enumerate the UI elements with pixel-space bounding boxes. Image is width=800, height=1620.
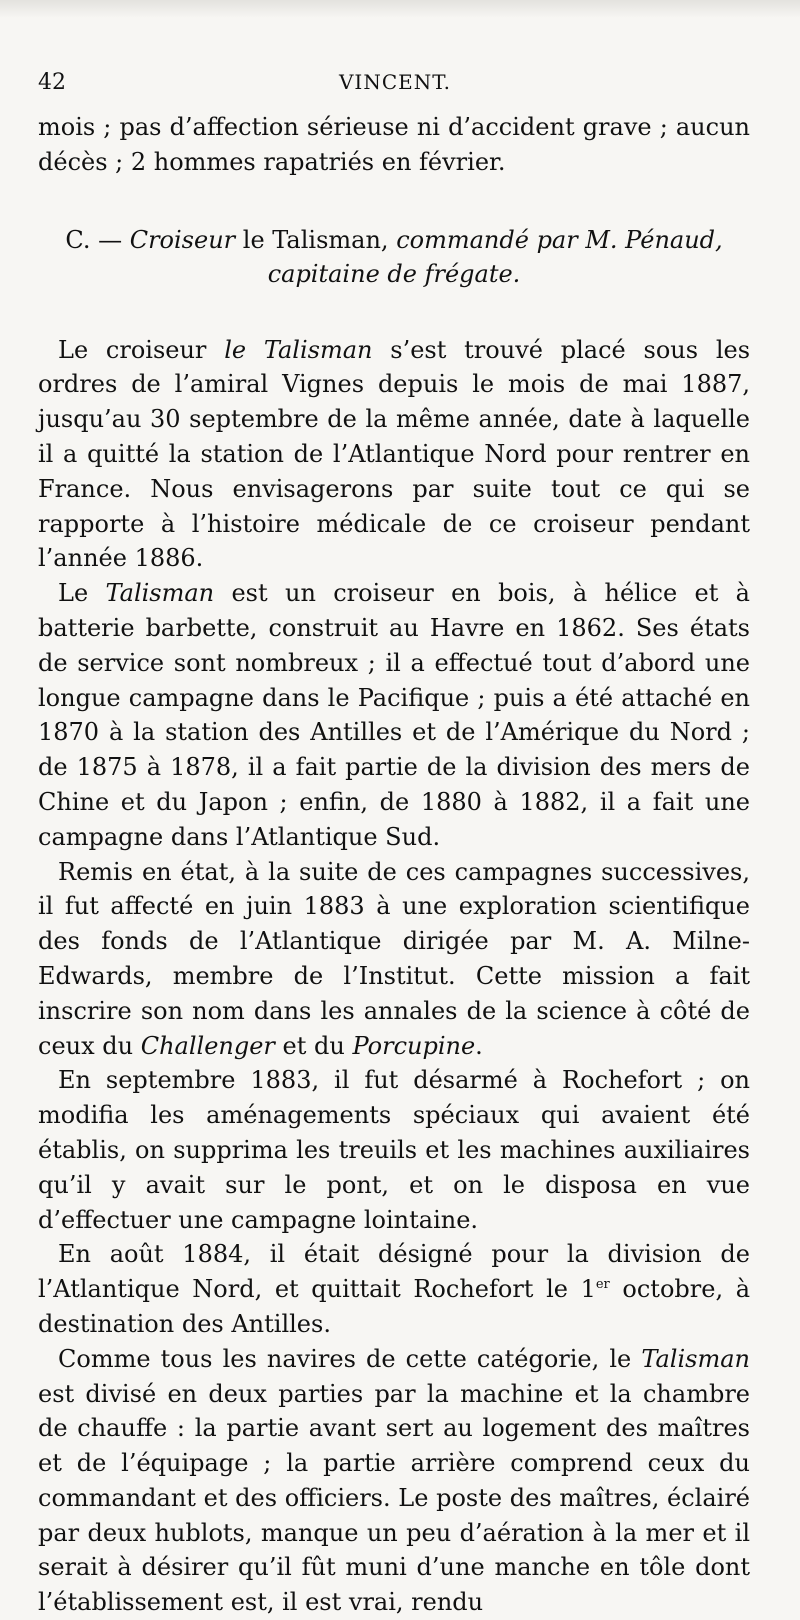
p5-superscript: er (595, 1277, 610, 1293)
heading-ship-name: le Talisman, (242, 225, 389, 254)
page-number: 42 (38, 70, 66, 95)
paragraph-1 (38, 333, 750, 577)
body-text (38, 110, 750, 1620)
p1-ship-name: le Talisman (224, 335, 373, 364)
running-head (38, 70, 752, 100)
p1-text-c: s’est trouvé placé sous les ordres de l’amiral Vignes depuis le mois de mai 1887, jusqu’au 30 septembre de la même année, date à laquelle il a quitté la station de l’Atlantique Nord pour rentrer en France. Nous envisagerons par suite tout ce qui se rapporte à l’histoire médicale de ce croiseur pendant l’année 1886. (38, 335, 751, 573)
section-letter: C. — (65, 225, 123, 254)
p2-text-a: Le (58, 579, 106, 608)
heading-commander: commandé par M. Pénaud, (396, 225, 723, 254)
paragraph-3 (38, 855, 750, 1064)
paragraph-2 (38, 576, 750, 854)
p5-text-b: octobre, à destination des Antilles. (38, 1275, 751, 1338)
page-edge-shadow (0, 0, 800, 18)
p6-ship-name: Talisman (641, 1344, 750, 1373)
heading-rank: capitaine de frégate. (267, 259, 521, 288)
p2-ship-name: Talisman (105, 579, 215, 608)
p6-text-a: Comme tous les navires de cette catégorie, le (58, 1344, 642, 1373)
paragraph-4: En septembre 1883, il fut désarmé à Rochefort ; on modifia les aménagements spéciaux qui avaient été établis, on supprima les treuils et les machines auxiliaires qu’il y avait sur le pont, et on le disposa en vue d’effectuer une campagne lointaine. (38, 1066, 750, 1234)
section-heading-line-2 (38, 257, 750, 291)
running-head-title: VINCENT. (338, 70, 451, 94)
p5-text-a: En août 1884, il était désigné pour la division de l’Atlantique Nord, et quittait Rochefort le 1 (38, 1240, 750, 1304)
p3-text-a: Remis en état, à la suite de ces campagnes successives, il fut affecté en juin 1883 à une exploration scientifique des fonds de l’Atlantique dirigée par M. A. Milne-Edwards, membre de l’Institut. Cette mission a fait inscrire son nom dans les annales de la science à côté de ceux du (38, 857, 750, 1060)
paragraph-continuation: mois ; pas d’affection sérieuse ni d’accident grave ; aucun décès ; 2 hommes rapatriés en février. (38, 113, 750, 176)
p3-text-e: . (475, 1031, 483, 1060)
paragraph-5 (38, 1237, 750, 1341)
p3-ship-challenger: Challenger (140, 1031, 275, 1060)
p1-text-a: Le croiseur (58, 335, 225, 364)
p3-text-c: et du (274, 1031, 353, 1060)
section-heading (38, 223, 750, 291)
p6-text-c: est divisé en deux parties par la machine et la chambre de chauffe : la partie avant sert au logement des maîtres et de l’équipage ; la partie arrière comprend ceux du commandant et des officiers. Le poste des maîtres, éclairé par deux hublots, manque un peu d’aération à la mer et il serait à désirer qu’il fût muni d’une manche en tôle dont l’établissement est, il est vrai, rendu (38, 1379, 750, 1617)
heading-italic-croiseur: Croiseur (129, 225, 236, 254)
section-heading-line-1 (38, 223, 750, 257)
p2-text-c: est un croiseur en bois, à hélice et à batterie barbette, construit au Havre en 1862. Ses états de service sont nombreux ; il a effectué tout d’abord une longue campagne dans le Pacifique ; puis a été attaché en 1870 à la station des Antilles et de l’Amérique du Nord ; de 1875 à 1878, il a fait partie de la division des mers de Chine et du Japon ; enfin, de 1880 à 1882, il a fait une campagne dans l’Atlantique Sud. (38, 579, 750, 851)
p3-ship-porcupine: Porcupine (352, 1031, 476, 1060)
paragraph-6 (38, 1342, 750, 1620)
